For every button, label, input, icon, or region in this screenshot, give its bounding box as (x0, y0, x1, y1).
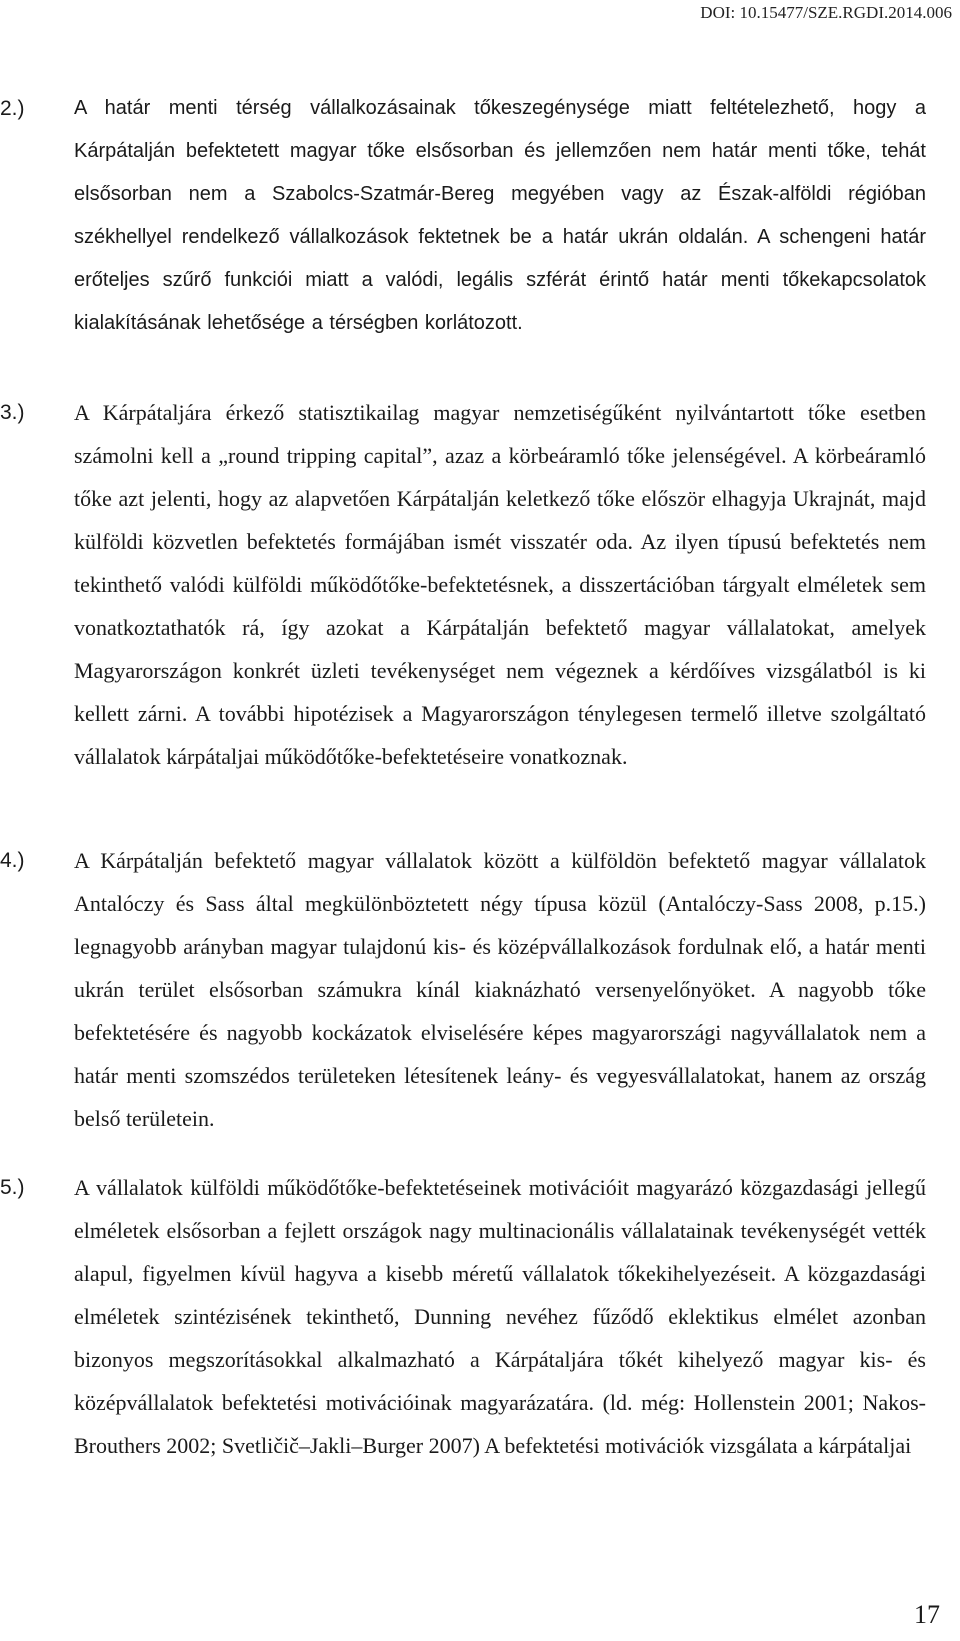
item-number: 2.) (0, 97, 25, 120)
item-text: A Kárpátalján befektető magyar vállalatok között a külföldön befektető magyar vállalatok Antalóczy és Sass által megkülönböztetett négy típusa közül (Antalóczy-Sass 2008, p.15.) legnagyobb arányban magyar tulajdonú kis- és középvállalkozások fordulnak elő, a határ menti ukrán terület elsősorban számukra kínál kiaknázható versenyelőnyöket. A nagyobb tőke befektetésére és nagyobb kockázatok elviselésére képes magyarországi nagyvállalatok nem a határ menti szomszédos területeken létesítenek leány- és vegyesvállalatokat, hanem az ország belső területein. (74, 848, 926, 1131)
item-number: 4.) (0, 849, 25, 872)
item-number: 5.) (0, 1176, 25, 1199)
doi-header: DOI: 10.15477/SZE.RGDI.2014.006 (700, 3, 952, 22)
item-text: A vállalatok külföldi működőtőke-befektetéseinek motivációit magyarázó közgazdasági jellegű elméletek elsősorban a fejlett országok nagy multinacionális vállalatainak tevékenységét vették alapul, figyelmen kívül hagyva a kisebb méretű vállalatok tőkekihelyezéseit. A közgazdasági elméletek szintézisének tekinthető, Dunning nevéhez fűződő eklektikus elmélet azonban bizonyos megszorításokkal alkalmazható a Kárpátaljára tőkét kihelyező magyar kis- és középvállalatok befektetési motivációinak magyarázatára. (ld. még: Hollenstein 2001; Nakos-Brouthers 2002; Svetličič–Jakli–Burger 2007) A befektetési motivációk vizsgálata a kárpátaljai (74, 1175, 926, 1458)
item-text: A határ menti térség vállalkozásainak tőkeszegénysége miatt feltételezhető, hogy a Kárpátalján befektetett magyar tőke elsősorban és jellemzően nem határ menti tőke, tehát elsősorban nem a Szabolcs-Szatmár-Bereg megyében vagy az Észak-alföldi régióban székhellyel rendelkező vállalkozások fektetnek be a határ ukrán oldalán. A schengeni határ erőteljes szűrő funkciói miatt a valódi, legális szférát érintő határ menti tőkekapcsolatok kialakításának lehetősége a térségben korlátozott. (74, 97, 926, 334)
item-text: A Kárpátaljára érkező statisztikailag magyar nemzetiségűként nyilvántartott tőke esetben számolni kell a „round tripping capital”, azaz a körbeáramló tőke jelenségével. A körbeáramló tőke azt jelenti, hogy az alapvetően Kárpátalján keletkező tőke először elhagyja Ukrajnát, majd külföldi közvetlen befektetés formájában ismét visszatér oda. Az ilyen típusú befektetés nem tekinthető valódi külföldi működőtőke-befektetésnek, a disszertációban tárgyalt elméletek sem vonatkoztathatók rá, így azokat a Kárpátalján befektető magyar vállalatokat, amelyek Magyarországon konkrét üzleti tevékenységet nem végeznek a kérdőíves vizsgálatból is ki kellett zárni. A további hipotézisek a Magyarországon ténylegesen termelő illetve szolgáltató vállalatok kárpátaljai működőtőke-befektetéseire vonatkoznak. (74, 400, 926, 769)
item-number: 3.) (0, 401, 25, 424)
page-number: 17 (914, 1600, 940, 1629)
